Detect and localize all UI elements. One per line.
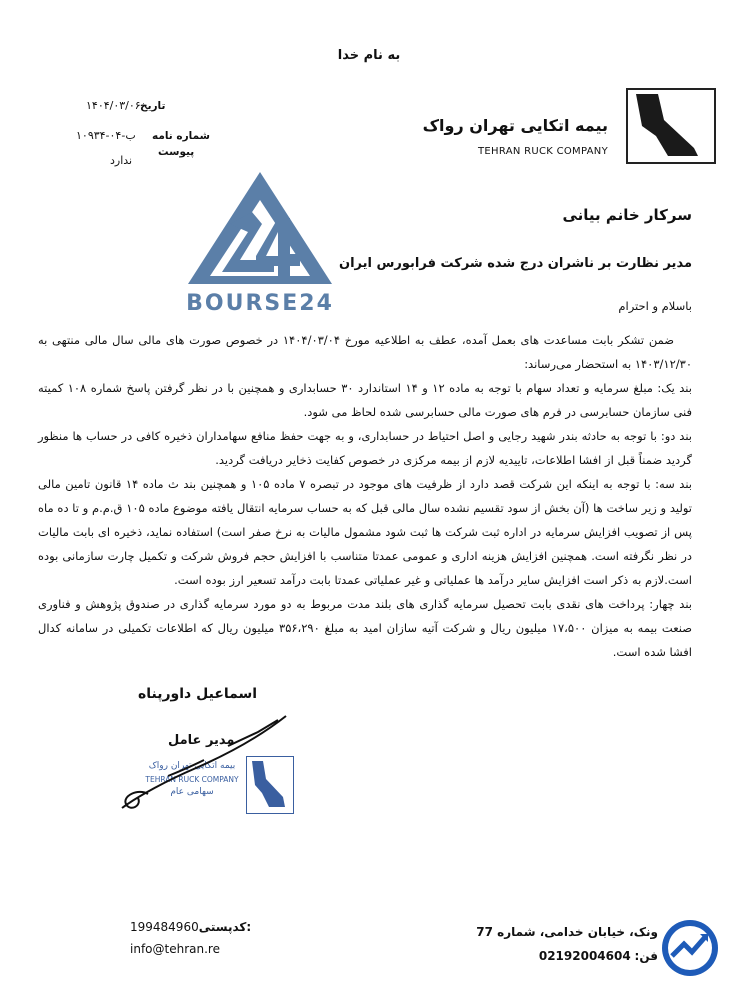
bourse24-text: BOURSE24 [186, 291, 334, 316]
basmala: به نام خدا [337, 48, 401, 63]
greeting: باسلام و احترام [618, 299, 692, 313]
letter-number-value: ۱۰۹۳۴-ب-۰۴ [76, 129, 136, 142]
bourse24-logo [182, 172, 338, 318]
letter-number-label: شماره نامه [152, 130, 210, 142]
company-name-en: TEHRAN RUCK COMPANY [478, 146, 608, 157]
trend-arrow-icon [660, 918, 720, 978]
footer-contact [130, 916, 251, 960]
subject: مدیر نظارت بر ناشران درج شده شرکت فرابورس ایران [338, 256, 692, 271]
postal-code-value: 199484960 [130, 920, 199, 934]
rock-icon [628, 90, 714, 162]
paragraph-clause-3: بند سه: با توجه به اینکه این شرکت قصد دارد از ظرفیت های موجود در تبصره ۷ ماده ۱۰۵ و همچنین بند ث ماده ۱۴ قانون تامین مالی تولید و زیر ساخت ها (آن بخش از سود تقسیم نشده سال مالی قبل که به حساب سرمایه انتقال یافته موضوع ماده ۱۰۵ ق.م.م و تا ده ماه پس از تصویب افزایش سرمایه در اداره ثبت شرکت ها ثبت شود مشمول مالیات به نرخ صفر است) استفاده نماید، ذخیره ای بابت مالیات در نظر نگرفته است. همچنین افزایش هزینه اداری و عمومی عمدتا متناسب با افزایش حجم فروش شرکت و تکمیل چارت سازمانی بوده است.لازم به ذکر است افزایش سایر درآمد ها عملیاتی و غیر عملیاتی عمدتا بابت درآمد تسعیر ارز بوده است. [38, 477, 692, 587]
postal-code-label: کدپستی: [198, 920, 252, 934]
paragraph-clause-2: بند دو: با توجه به حادثه بندر شهید رجایی و اصل احتیاط در حسابداری، و به جهت حفظ منافع سهامداران ذخیره کافی در حساب ها منظور گردید ضمناً قبل از افشا اطلاعات، تاییدیه لازم از بیمه مرکزی در خصوص کفایت ذخایر دریافت گردید. [38, 429, 692, 467]
company-name-fa: بیمه اتکایی تهران رواک [422, 116, 608, 135]
signer-name: اسماعیل داورپناه [138, 686, 258, 702]
paragraph-clause-4: بند چهار: پرداخت های نقدی بابت تحصیل سرمایه گذاری های بلند مدت مربوط به دو مورد سرمایه گذاری در صندوق پژوهش و فناوری صنعت بیمه به میزان ۱۷،۵۰۰ میلیون ریال و شرکت آتیه سازان امید به مبلغ ۳۵۶،۲۹۰ میلیون ریال که اطلاعات تکمیلی در سامانه کدال افشا شده است. [38, 597, 692, 659]
attachment-label: پیوست [158, 146, 195, 158]
handwritten-signature [108, 676, 308, 826]
phone-value: 02192004604 [538, 949, 631, 963]
stamp-name-fa: بیمه اتکایی تهران رواک [148, 761, 236, 771]
company-logo [626, 88, 716, 164]
paragraph-clause-1: بند یک: مبلغ سرمایه و تعداد سهام با توجه به ماده ۱۲ و ۱۴ استاندارد ۳۰ حسابداری و همچنین با در نظر گرفتن پاسخ شماره ۱۰۸ کمیته فنی سازمان حسابرسی در فرم های صورت مالی حسابرسی شده لحاظ می شود. [38, 381, 692, 419]
bourse24-triangle-icon [182, 172, 338, 318]
footer-address [476, 920, 658, 968]
paragraph-intro: ضمن تشکر بابت مساعدت های بعمل آمده، عطف به اطلاعیه مورخ ۱۴۰۴/۰۳/۰۴ در خصوص صورت های مالی سال مالی منتهی به ۱۴۰۳/۱۲/۳۰ به استحضار می‌رساند: [38, 333, 692, 371]
letter-body [38, 328, 692, 664]
attachment-value: ندارد [110, 154, 133, 167]
stamp-name-en: TEHRAN RUCK COMPANY [145, 775, 239, 784]
email[interactable]: info@tehran.re [130, 942, 220, 956]
date-value: ۱۴۰۴/۰۳/۰۶ [86, 99, 141, 112]
address: ونک، خیابان خدامی، شماره 77 [476, 925, 658, 939]
date-label: تاریخ [140, 100, 166, 112]
recipient: سرکار خانم بیانی [562, 206, 692, 224]
stamp-type: سهامی عام [170, 787, 214, 797]
signer-title: مدیر عامل [168, 733, 235, 748]
phone-label: فن: [634, 949, 658, 963]
